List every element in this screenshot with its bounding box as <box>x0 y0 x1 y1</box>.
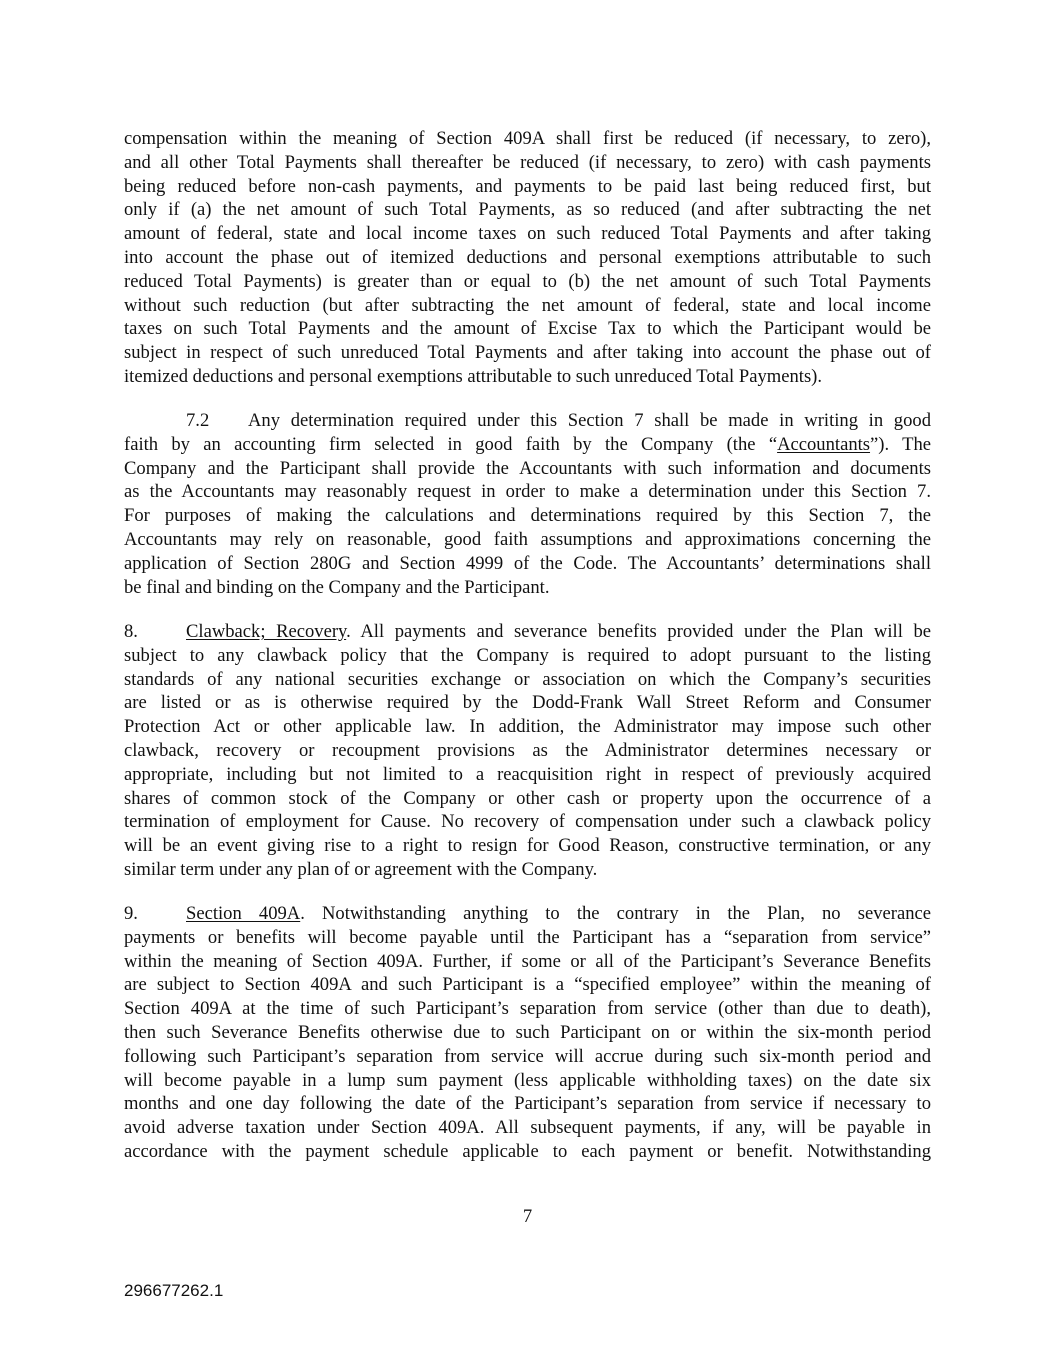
text-line <box>124 644 931 668</box>
text-line <box>124 810 931 834</box>
text-segment: within the meaning of Section 409A. Further, if some or all of the Participant’s Severance Benefits <box>124 950 931 972</box>
text-segment: Accountants may rely on reasonable, good faith assumptions and approximations concerning the <box>124 528 931 550</box>
text-segment: Any determination required under this Section 7 shall be made in writing in good <box>248 410 931 431</box>
text-segment: appropriate, including but not limited to a reacquisition right in respect of previously acquired <box>124 763 931 785</box>
text-segment: avoid adverse taxation under Section 409A. All subsequent payments, if any, will be payable in <box>124 1117 931 1139</box>
paragraph-section-7-1-continued <box>124 127 931 389</box>
section-heading: Clawback; Recovery <box>186 621 347 642</box>
text-segment: subject to any clawback policy that the Company is required to adopt pursuant to the listing <box>124 644 931 666</box>
text-segment: compensation within the meaning of Section 409A shall first be reduced (if necessary, to zero), <box>124 128 931 149</box>
text-line <box>124 1021 931 1045</box>
text-line <box>124 1092 931 1116</box>
text-segment: are subject to Section 409A and such Participant is a “specified employee” within the meaning of <box>124 974 931 996</box>
text-segment: similar term under any plan of or agreement with the Company. <box>124 858 598 880</box>
text-line <box>124 552 931 576</box>
text-line <box>124 222 931 246</box>
text-line <box>124 409 931 433</box>
text-segment: without such reduction (but after subtracting the net amount of federal, state and local income <box>124 294 931 316</box>
text-line <box>124 1140 931 1164</box>
text-segment: as the Accountants may reasonably request in order to make a determination under this Section 7. <box>124 481 931 503</box>
text-segment: taxes on such Total Payments and the amount of Excise Tax to which the Participant would be <box>124 318 931 340</box>
text-line <box>124 198 931 222</box>
text-segment: faith by an accounting firm selected in good faith by the Company (the “ <box>124 433 778 455</box>
text-segment: amount of federal, state and local income taxes on such reduced Total Payments and after taking <box>124 223 931 245</box>
text-segment: are listed or as is otherwise required by the Dodd-Frank Wall Street Reform and Consumer <box>124 692 931 714</box>
text-line <box>124 1116 931 1140</box>
text-line <box>124 433 931 457</box>
text-line <box>124 175 931 199</box>
section-heading: Accountants <box>777 433 871 455</box>
text-segment: . All payments and severance benefits provided under the Plan will be <box>346 621 931 642</box>
page-number: 7 <box>522 1206 533 1227</box>
text-line <box>124 504 931 528</box>
text-line <box>124 1045 931 1069</box>
text-segment: only if (a) the net amount of such Total Payments, as so reduced (and after subtracting the net <box>124 199 931 221</box>
text-segment: termination of employment for Cause. No recovery of compensation under such a clawback policy <box>124 811 931 833</box>
text-segment: application of Section 280G and Section 4999 of the Code. The Accountants’ determinations shall <box>124 552 931 574</box>
paragraph-section-8 <box>124 620 931 882</box>
text-line <box>124 973 931 997</box>
text-segment: then such Severance Benefits otherwise due to such Participant on or within the six-month period <box>124 1021 931 1043</box>
text-line <box>124 294 931 318</box>
text-segment: payments or benefits will become payable until the Participant has a “separation from service” <box>124 926 931 948</box>
text-segment: reduced Total Payments) is greater than or equal to (b) the net amount of such Total Payments <box>124 270 931 292</box>
text-line <box>124 926 931 950</box>
text-segment: itemized deductions and personal exemptions attributable to such unreduced Total Payments). <box>124 365 823 387</box>
text-line <box>124 787 931 811</box>
document-id-footer: 296677262.1 <box>124 1281 224 1300</box>
text-line <box>124 365 931 389</box>
text-line <box>124 576 931 600</box>
text-segment: will be an event giving rise to a right to resign for Good Reason, constructive termination, or any <box>124 835 931 857</box>
section-number: 8. <box>124 621 138 642</box>
text-line <box>124 457 931 481</box>
text-segment: and all other Total Payments shall thereafter be reduced (if necessary, to zero) with cash payments <box>124 151 931 173</box>
text-line <box>124 763 931 787</box>
text-segment: following such Participant’s separation from service will accrue during such six-month period and <box>124 1045 931 1067</box>
text-line <box>124 668 931 692</box>
text-segment: Protection Act or other applicable law. In addition, the Administrator may impose such other <box>124 716 931 738</box>
text-segment: being reduced before non-cash payments, and payments to be paid last being reduced first, but <box>124 175 931 197</box>
text-segment: months and one day following the date of the Participant’s separation from service if necessary to <box>124 1093 931 1115</box>
section-number: 7.2 <box>186 410 210 431</box>
text-line <box>124 528 931 552</box>
text-line <box>124 902 931 926</box>
text-line <box>124 997 931 1021</box>
paragraph-section-9 <box>124 902 931 1164</box>
text-line <box>124 246 931 270</box>
text-segment: subject in respect of such unreduced Total Payments and after taking into account the phase out of <box>124 342 931 364</box>
text-segment: For purposes of making the calculations and determinations required by this Section 7, the <box>124 505 931 527</box>
text-segment: into account the phase out of itemized deductions and personal exemptions attributable to such <box>124 246 931 268</box>
text-segment: be final and binding on the Company and the Participant. <box>124 576 550 598</box>
text-segment: ”). The <box>870 433 931 455</box>
text-line <box>124 480 931 504</box>
text-line <box>124 341 931 365</box>
text-segment: will become payable in a lump sum payment (less applicable withholding taxes) on the date six <box>124 1069 931 1091</box>
text-line <box>124 858 931 882</box>
text-line <box>124 270 931 294</box>
section-heading: Section 409A <box>186 903 301 924</box>
text-line <box>124 715 931 739</box>
text-line <box>124 1069 931 1093</box>
text-line <box>124 691 931 715</box>
text-line <box>124 739 931 763</box>
text-segment: . Notwithstanding anything to the contrary in the Plan, no severance <box>300 903 931 924</box>
text-segment: standards of any national securities exchange or association on which the Company’s securities <box>124 668 931 690</box>
text-segment: clawback, recovery or recoupment provisions as the Administrator determines necessary or <box>124 739 931 761</box>
text-line <box>124 620 931 644</box>
text-segment: shares of common stock of the Company or other cash or property upon the occurrence of a <box>124 787 931 809</box>
paragraph-section-7-2 <box>124 409 931 599</box>
text-segment: Section 409A at the time of such Participant’s separation from service (other than due to death), <box>124 998 931 1020</box>
text-segment: accordance with the payment schedule applicable to each payment or benefit. Notwithstanding <box>124 1140 931 1162</box>
section-number: 9. <box>124 903 138 924</box>
text-line <box>124 317 931 341</box>
text-segment: Company and the Participant shall provide the Accountants with such information and documents <box>124 457 931 479</box>
text-line <box>124 127 931 151</box>
text-line <box>124 834 931 858</box>
text-line <box>124 950 931 974</box>
text-line <box>124 151 931 175</box>
